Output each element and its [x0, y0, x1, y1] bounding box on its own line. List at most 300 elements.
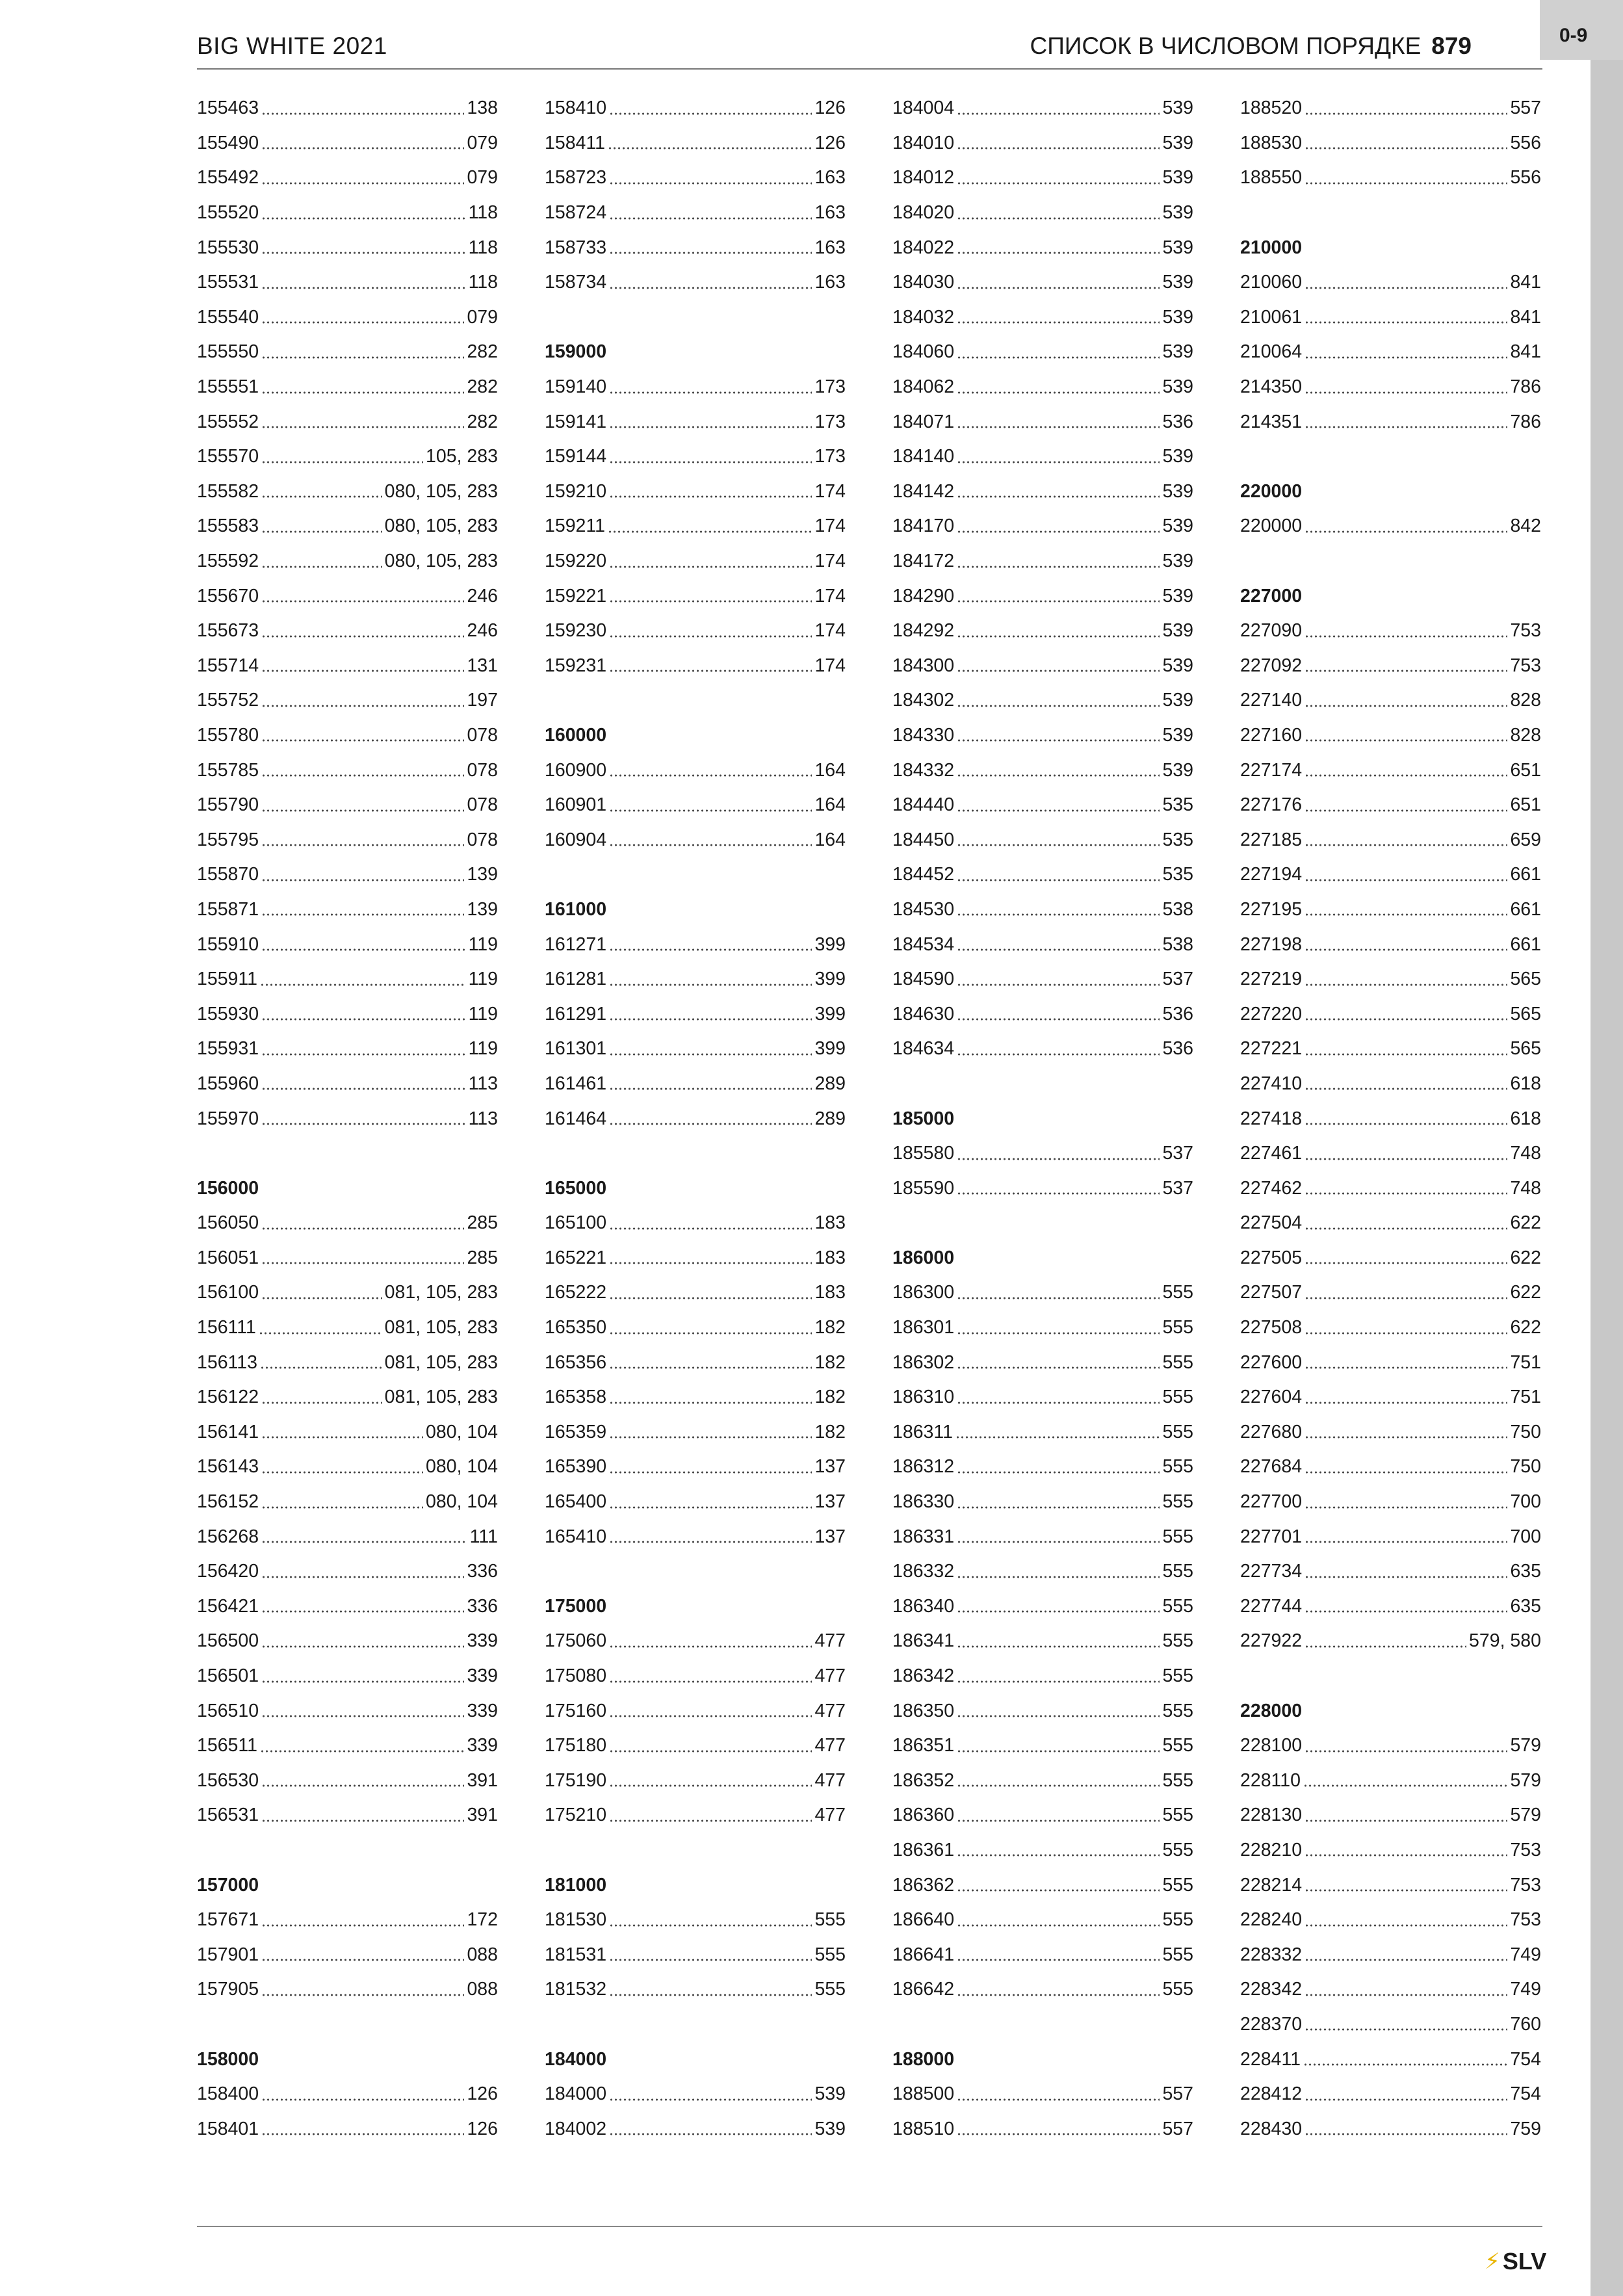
page-reference: 113 [468, 1108, 498, 1129]
section-tab-label: 0-9 [1559, 25, 1588, 46]
dot-leader [1305, 763, 1507, 777]
dot-leader [609, 554, 812, 569]
article-number: 165390 [545, 1456, 607, 1478]
index-entry [1240, 962, 1541, 997]
dot-leader [957, 450, 1160, 464]
index-entry [892, 1903, 1193, 1938]
dot-leader [955, 1425, 1160, 1439]
dot-leader [1305, 310, 1507, 324]
article-number: 165350 [545, 1317, 607, 1338]
dot-leader [957, 1599, 1160, 1613]
page-reference: 080, 104 [426, 1491, 498, 1513]
dot-leader [957, 415, 1160, 429]
article-number: 158400 [197, 2083, 259, 2105]
index-entry [545, 1693, 846, 1729]
article-number: 184012 [892, 167, 955, 189]
index-entry [1240, 1833, 1541, 1868]
article-number: 227092 [1240, 655, 1303, 676]
page-reference: 555 [814, 1979, 846, 2000]
article-number: 184002 [545, 2118, 607, 2139]
article-number: 155551 [197, 376, 259, 398]
article-number: 159140 [545, 376, 607, 398]
dot-leader [261, 902, 464, 917]
dot-leader [261, 1669, 464, 1684]
article-number: 186361 [892, 1839, 955, 1860]
column-spacer [1240, 1659, 1541, 1694]
dot-leader [957, 1739, 1160, 1753]
dot-leader [609, 763, 812, 777]
dot-leader [609, 624, 812, 638]
section-heading: 157000 [197, 1874, 259, 1896]
dot-leader [609, 1112, 812, 1126]
index-entry [892, 579, 1193, 614]
index-entry [545, 997, 846, 1032]
page-reference: 163 [814, 237, 846, 258]
article-number: 228210 [1240, 1839, 1303, 1860]
page-reference: 081, 105, 283 [384, 1351, 498, 1373]
index-entry [892, 788, 1193, 823]
page-reference: 088 [467, 1944, 498, 1965]
index-entry [1240, 1589, 1541, 1624]
index-entry [892, 1345, 1193, 1380]
article-number: 227418 [1240, 1108, 1303, 1129]
index-entry [545, 404, 846, 439]
index-entry [545, 1380, 846, 1415]
dot-leader [261, 659, 464, 673]
dot-leader [1305, 276, 1507, 290]
page-reference: 174 [814, 655, 846, 676]
dot-leader [957, 1878, 1160, 1892]
dot-leader [261, 1076, 465, 1091]
page-reference: 555 [1162, 1456, 1193, 1478]
dot-leader [609, 1530, 812, 1544]
dot-leader [1305, 624, 1507, 638]
article-number: 227680 [1240, 1421, 1303, 1442]
index-entry [197, 509, 498, 544]
column-spacer [545, 1554, 846, 1589]
index-entry [892, 1380, 1193, 1415]
article-number: 227461 [1240, 1143, 1303, 1164]
page-reference: 539 [1162, 132, 1193, 153]
index-entry [892, 1450, 1193, 1485]
article-number: 184300 [892, 655, 955, 676]
index-entry [545, 439, 846, 475]
article-number: 227220 [1240, 1003, 1303, 1024]
page-reference: 555 [1162, 1317, 1193, 1338]
dot-leader [609, 484, 812, 499]
article-number: 156100 [197, 1282, 259, 1303]
index-entry [892, 544, 1193, 579]
article-number: 186340 [892, 1595, 955, 1617]
index-entry [1240, 2042, 1541, 2077]
page-reference: 555 [1162, 1944, 1193, 1965]
index-entry [197, 1380, 498, 1415]
page-reference: 555 [1162, 1805, 1193, 1826]
dot-leader [1305, 519, 1507, 534]
index-entry [892, 997, 1193, 1032]
page-reference: 557 [1510, 98, 1541, 119]
dot-leader [957, 1530, 1160, 1544]
page-reference: 565 [1510, 1038, 1541, 1060]
column-spacer [197, 1833, 498, 1868]
article-number: 210064 [1240, 341, 1303, 363]
bolt-icon: ⚡ [1485, 2249, 1500, 2274]
dot-leader [1305, 380, 1507, 395]
dot-leader [609, 2122, 812, 2136]
dot-leader [261, 206, 465, 220]
dot-leader [609, 101, 812, 116]
dot-leader [609, 833, 812, 847]
article-number: 188500 [892, 2083, 955, 2105]
page-reference: 661 [1510, 898, 1541, 920]
dot-leader [1305, 136, 1507, 150]
article-number: 214351 [1240, 411, 1303, 432]
article-number: 228342 [1240, 1979, 1303, 2000]
article-number: 158401 [197, 2118, 259, 2139]
index-entry [197, 1345, 498, 1380]
page-reference: 139 [467, 864, 498, 885]
article-number: 161461 [545, 1073, 607, 1094]
article-number: 184530 [892, 898, 955, 920]
page-reference: 289 [814, 1108, 846, 1129]
dot-leader [957, 624, 1160, 638]
index-entry [1240, 161, 1541, 196]
page-reference: 080, 105, 283 [384, 480, 498, 502]
index-entry [1240, 1380, 1541, 1415]
index-entry [1240, 857, 1541, 893]
index-entry [545, 1206, 846, 1241]
index-entry [892, 2111, 1193, 2146]
dot-leader [957, 1773, 1160, 1788]
dot-leader [261, 241, 465, 255]
index-entry [197, 857, 498, 893]
index-entry [197, 1241, 498, 1276]
index-entry [1240, 1345, 1541, 1380]
article-number: 155780 [197, 724, 259, 746]
dot-leader [1305, 2122, 1507, 2136]
article-number: 227507 [1240, 1282, 1303, 1303]
index-entry [545, 1311, 846, 1346]
index-column-4 [1240, 91, 1541, 2146]
index-entry [197, 404, 498, 439]
dot-leader [609, 1669, 812, 1684]
page-reference: 477 [814, 1630, 846, 1652]
page-reference: 197 [467, 690, 498, 711]
article-number: 165358 [545, 1387, 607, 1408]
index-entry [197, 1519, 498, 1554]
index-entry [892, 230, 1193, 265]
index-entry [545, 370, 846, 405]
article-number: 161291 [545, 1003, 607, 1024]
page-reference: 105, 283 [426, 446, 498, 467]
index-entry [1240, 2077, 1541, 2112]
article-number: 227604 [1240, 1387, 1303, 1408]
article-number: 228370 [1240, 2013, 1303, 2035]
index-entry [892, 683, 1193, 718]
article-number: 155911 [197, 969, 257, 990]
page-reference: 173 [814, 411, 846, 432]
dot-leader [957, 1983, 1160, 1997]
header-divider [197, 68, 1542, 70]
dot-leader [1305, 1495, 1507, 1509]
index-entry [1240, 265, 1541, 300]
index-entry [197, 2077, 498, 2112]
dot-leader [1305, 1599, 1507, 1613]
index-entry [892, 1764, 1193, 1799]
article-number: 156421 [197, 1595, 259, 1617]
dot-leader [957, 833, 1160, 847]
dot-leader [957, 798, 1160, 813]
dot-leader [1305, 972, 1507, 987]
dot-leader [609, 1425, 812, 1439]
index-entry [892, 196, 1193, 231]
dot-leader [957, 519, 1160, 534]
dot-leader [957, 241, 1160, 255]
dot-leader [261, 728, 464, 742]
article-number: 186642 [892, 1979, 955, 2000]
page-reference: 539 [1162, 551, 1193, 572]
page-reference: 651 [1510, 759, 1541, 781]
index-entry [1240, 91, 1541, 126]
article-number: 156420 [197, 1561, 259, 1582]
dot-leader [1305, 937, 1507, 952]
page-reference: 753 [1510, 1874, 1541, 1896]
index-entry [1240, 1450, 1541, 1485]
article-number: 165221 [545, 1247, 607, 1268]
article-number: 184022 [892, 237, 955, 258]
page-reference: 246 [467, 585, 498, 607]
page-reference: 555 [1162, 1979, 1193, 2000]
page-reference: 138 [467, 98, 498, 119]
article-number: 184292 [892, 620, 955, 642]
page-reference: 139 [467, 898, 498, 920]
page-reference: 477 [814, 1700, 846, 1721]
index-entry [545, 1972, 846, 2007]
section-heading: 228000 [1240, 1700, 1303, 1721]
column-spacer [892, 1206, 1193, 1241]
article-number: 155582 [197, 480, 259, 502]
page-reference: 536 [1162, 411, 1193, 432]
column-spacer [545, 683, 846, 718]
article-number: 184140 [892, 446, 955, 467]
page-reference: 173 [814, 446, 846, 467]
article-number: 159141 [545, 411, 607, 432]
dot-leader [261, 1599, 464, 1613]
dot-leader [957, 276, 1160, 290]
dot-leader [261, 1425, 423, 1439]
index-entry [1240, 997, 1541, 1032]
dot-leader [609, 1739, 812, 1753]
page-reference: 080, 105, 283 [384, 515, 498, 537]
page-reference: 079 [467, 306, 498, 328]
dot-leader [1305, 2017, 1507, 2031]
dot-leader [1305, 171, 1507, 185]
article-number: 155550 [197, 341, 259, 363]
index-entry [197, 370, 498, 405]
article-number: 175210 [545, 1805, 607, 1826]
index-entry [197, 927, 498, 962]
dot-leader [609, 659, 812, 673]
page-reference: 113 [468, 1073, 498, 1094]
article-number: 186342 [892, 1665, 955, 1687]
dot-leader [957, 1913, 1160, 1927]
article-number: 175060 [545, 1630, 607, 1652]
index-entry [892, 1833, 1193, 1868]
page-reference: 565 [1510, 1003, 1541, 1024]
page-reference: 131 [467, 655, 498, 676]
article-number: 186310 [892, 1387, 955, 1408]
index-entry [1240, 1903, 1541, 1938]
article-number: 186332 [892, 1561, 955, 1582]
dot-leader [957, 763, 1160, 777]
article-number: 160904 [545, 829, 607, 850]
page-reference: 749 [1510, 1944, 1541, 1965]
page-reference: 339 [467, 1665, 498, 1687]
article-number: 227701 [1240, 1526, 1303, 1547]
dot-leader [609, 380, 812, 395]
index-entry [545, 544, 846, 579]
page-reference: 751 [1510, 1351, 1541, 1373]
article-number: 186641 [892, 1944, 955, 1965]
article-number: 155552 [197, 411, 259, 432]
page-reference: 119 [468, 933, 498, 955]
dot-leader [609, 1704, 812, 1718]
page-reference: 539 [1162, 655, 1193, 676]
page-reference: 081, 105, 283 [384, 1387, 498, 1408]
dot-leader [608, 519, 812, 534]
dot-leader [1305, 1739, 1507, 1753]
article-number: 155570 [197, 446, 259, 467]
page-reference: 555 [1162, 1665, 1193, 1687]
dot-leader [261, 1948, 464, 1962]
page-reference: 555 [1162, 1561, 1193, 1582]
index-entry [1240, 1764, 1541, 1799]
index-entry [545, 1729, 846, 1764]
dot-leader [957, 171, 1160, 185]
index-entry [892, 439, 1193, 475]
page-reference: 163 [814, 202, 846, 224]
index-entry [197, 1659, 498, 1694]
page-reference: 539 [1162, 759, 1193, 781]
index-entry [1240, 1032, 1541, 1067]
page-reference: 081, 105, 283 [384, 1282, 498, 1303]
dot-leader [609, 1007, 812, 1021]
dot-leader [261, 1042, 465, 1056]
dot-leader [261, 833, 464, 847]
index-entry [545, 2077, 846, 2112]
page-reference: 477 [814, 1769, 846, 1791]
article-number: 228214 [1240, 1874, 1303, 1896]
article-number: 227462 [1240, 1177, 1303, 1199]
index-entry [1240, 893, 1541, 928]
dot-leader [261, 310, 464, 324]
page-reference: 126 [814, 98, 846, 119]
page-header [1030, 33, 1472, 60]
article-number: 188510 [892, 2118, 955, 2139]
index-entry [197, 893, 498, 928]
index-entry [1240, 1415, 1541, 1450]
index-entry [1240, 509, 1541, 544]
dot-leader [609, 1216, 812, 1231]
dot-leader [609, 1460, 812, 1474]
page-reference: 539 [1162, 272, 1193, 293]
page-reference: 078 [467, 794, 498, 816]
page-reference: 126 [467, 2118, 498, 2139]
index-entry [545, 1415, 846, 1450]
dot-leader [261, 450, 423, 464]
article-number: 184004 [892, 98, 955, 119]
article-number: 227505 [1240, 1247, 1303, 1268]
index-entry [545, 1485, 846, 1520]
dot-leader [1305, 1390, 1507, 1405]
page-reference: 119 [468, 1038, 498, 1060]
dot-leader [1303, 1773, 1507, 1788]
index-entry [892, 1868, 1193, 1903]
article-number: 227734 [1240, 1561, 1303, 1582]
column-spacer [545, 857, 846, 893]
article-number: 155931 [197, 1038, 259, 1060]
page-reference: 080, 104 [426, 1421, 498, 1442]
page-reference: 539 [1162, 690, 1193, 711]
page-number: 879 [1431, 33, 1472, 59]
article-number: 159144 [545, 446, 607, 467]
page-reference: 183 [814, 1247, 846, 1268]
dot-leader [261, 694, 464, 708]
index-entry [892, 753, 1193, 788]
page-reference: 786 [1510, 376, 1541, 398]
article-number: 184172 [892, 551, 955, 572]
article-number: 156500 [197, 1630, 259, 1652]
article-number: 159210 [545, 480, 607, 502]
index-entry [1240, 1206, 1541, 1241]
page-reference: 618 [1510, 1073, 1541, 1094]
section-heading: 188000 [892, 2048, 955, 2070]
dot-leader [609, 1948, 812, 1962]
article-number: 185580 [892, 1143, 955, 1164]
index-entry [892, 404, 1193, 439]
dot-leader [1305, 1913, 1507, 1927]
index-entry [197, 196, 498, 231]
column-spacer [197, 1136, 498, 1171]
index-entry [197, 962, 498, 997]
dot-leader [957, 1390, 1160, 1405]
article-number: 155970 [197, 1108, 259, 1129]
dot-leader [1305, 1286, 1507, 1300]
page-reference: 399 [814, 969, 846, 990]
column-spacer [545, 1136, 846, 1171]
page-reference: 391 [467, 1769, 498, 1791]
index-entry [545, 1032, 846, 1067]
catalog-title: BIG WHITE 2021 [197, 33, 387, 59]
page-reference: 748 [1510, 1143, 1541, 1164]
dot-leader [957, 1948, 1160, 1962]
article-number: 227176 [1240, 794, 1303, 816]
page-reference: 183 [814, 1282, 846, 1303]
index-entry [1240, 718, 1541, 753]
column-spacer [1240, 196, 1541, 231]
article-number: 186351 [892, 1735, 955, 1756]
article-number: 186312 [892, 1456, 955, 1478]
page-reference: 164 [814, 794, 846, 816]
page-reference: 579 [1510, 1769, 1541, 1791]
dot-leader [261, 1251, 464, 1265]
page-reference: 535 [1162, 829, 1193, 850]
dot-leader [1305, 1251, 1507, 1265]
dot-leader [1305, 345, 1507, 359]
dot-leader [609, 972, 812, 987]
page-reference: 539 [1162, 620, 1193, 642]
article-number: 165400 [545, 1491, 607, 1513]
